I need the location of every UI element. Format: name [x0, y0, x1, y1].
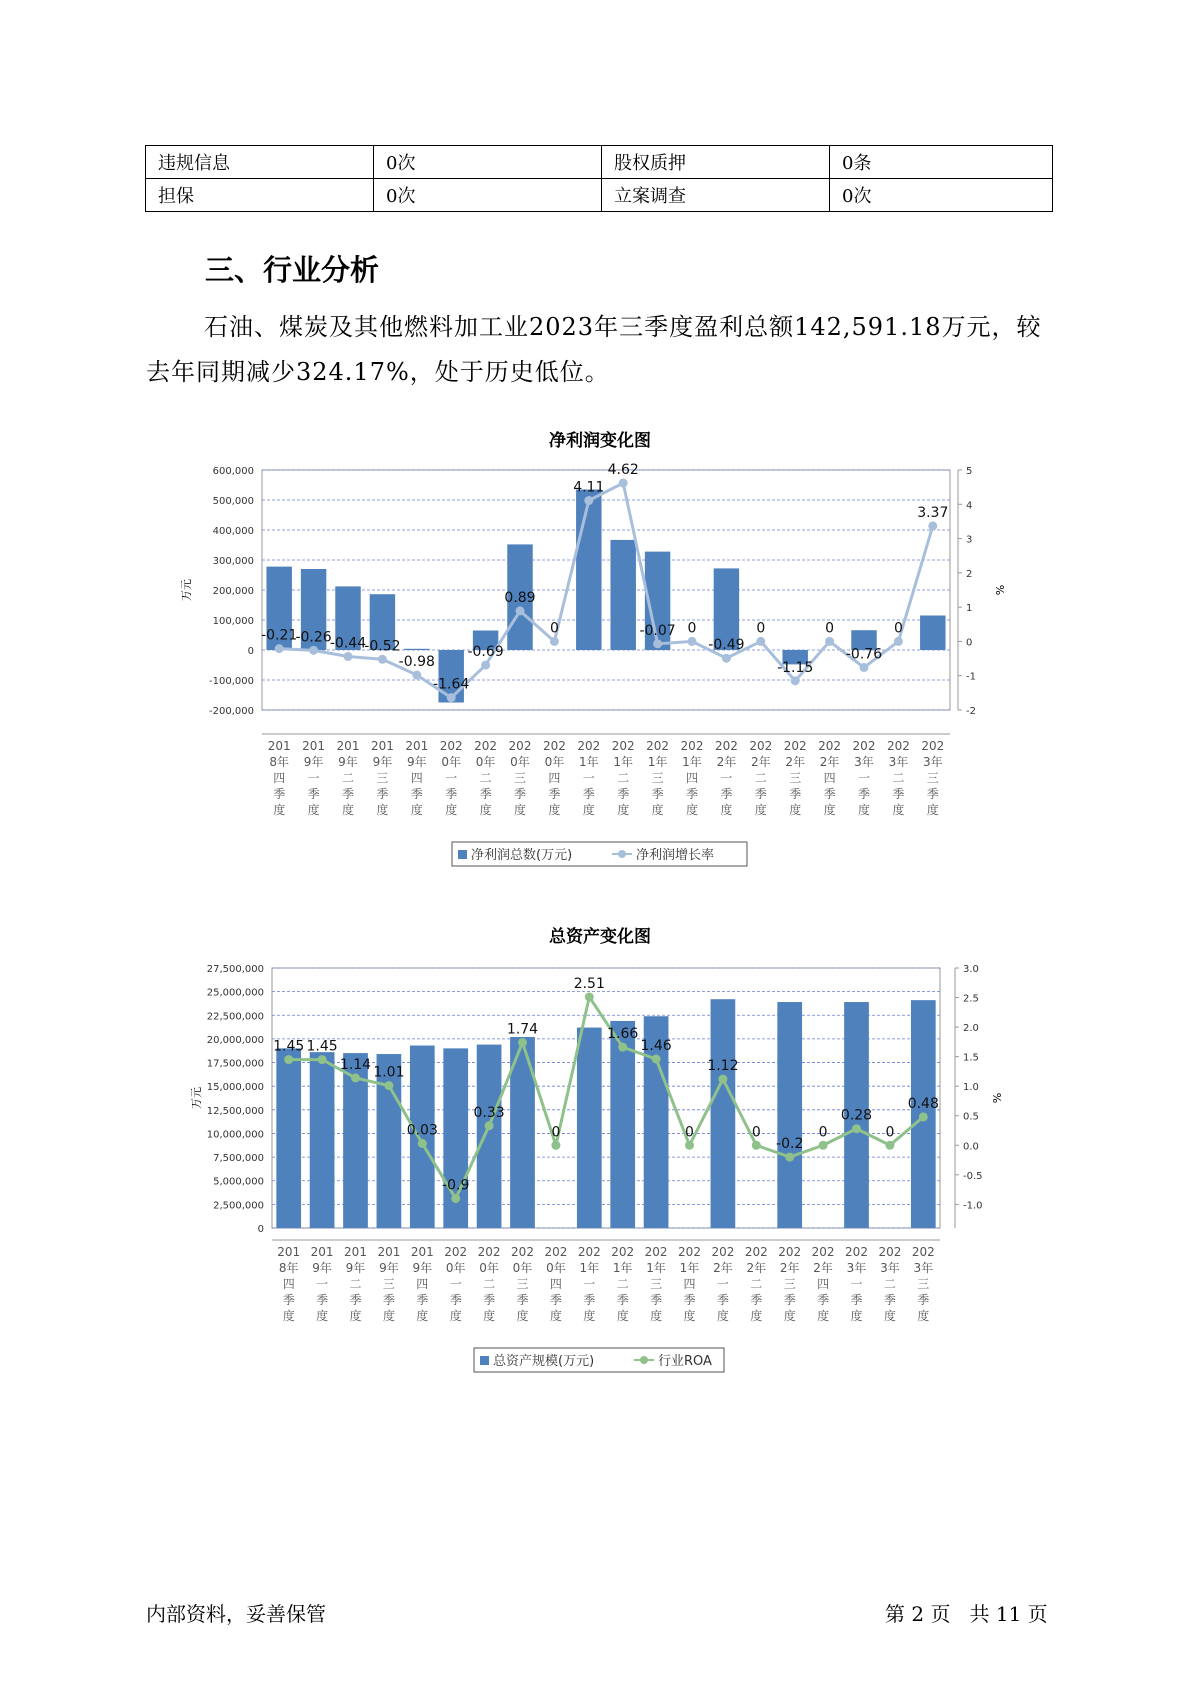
- line-point: [919, 1112, 928, 1121]
- line-point: [791, 676, 800, 685]
- line-point: [275, 644, 284, 653]
- data-label: 1.46: [640, 1038, 672, 1054]
- y-axis-label: 万元: [190, 1087, 203, 1109]
- bar: [404, 649, 429, 650]
- y2-tick-label: 1.5: [963, 1052, 979, 1064]
- x-tick-label: 201 8年四季度: [277, 1245, 301, 1323]
- y2-tick-label: -1: [966, 671, 976, 683]
- y-tick-label: 7,500,000: [213, 1153, 264, 1165]
- y2-axis-label: %: [990, 1092, 1003, 1104]
- data-label: 1.45: [273, 1038, 305, 1055]
- x-tick-label: 202 2年四季度: [811, 1245, 835, 1323]
- y2-tick-label: 5: [966, 466, 973, 477]
- line-point: [825, 637, 834, 646]
- bar: [477, 1045, 502, 1228]
- y2-tick-label: -1.0: [963, 1200, 983, 1212]
- line-point: [447, 693, 456, 702]
- line-point: [688, 637, 697, 646]
- x-tick-label: 202 2年三季度: [783, 739, 807, 817]
- y-tick-label: 0: [257, 1224, 264, 1235]
- x-tick-label: 201 9年二季度: [336, 739, 360, 817]
- data-label: -1.64: [433, 676, 470, 693]
- line-point: [451, 1194, 460, 1203]
- line-point: [685, 1141, 694, 1150]
- plot-frame: [272, 968, 940, 1228]
- x-tick-label: 202 2年三季度: [778, 1245, 802, 1323]
- y2-tick-label: 2.5: [963, 993, 979, 1005]
- line-point: [618, 1043, 627, 1052]
- data-label: 0.28: [840, 1107, 873, 1124]
- table-row: [146, 146, 1053, 179]
- x-tick-label: 201 9年一季度: [302, 739, 326, 817]
- line-point: [378, 655, 387, 664]
- data-label: 4.11: [573, 479, 605, 496]
- x-tick-label: 202 2年一季度: [714, 739, 738, 817]
- line-point: [412, 671, 421, 680]
- data-label: -0.26: [295, 629, 332, 646]
- x-tick-label: 202 1年三季度: [644, 1245, 668, 1323]
- x-tick-label: 202 0年一季度: [439, 739, 463, 817]
- y-tick-label: 12,500,000: [206, 1105, 264, 1117]
- table-cell: 0次: [374, 146, 602, 179]
- data-label: 0: [687, 620, 697, 637]
- bar: [711, 999, 736, 1228]
- line-point: [344, 652, 353, 661]
- y-tick-label: 20,000,000: [206, 1034, 264, 1046]
- y2-tick-label: 3.0: [963, 964, 979, 975]
- line-point: [785, 1153, 794, 1162]
- data-label: 1.12: [707, 1058, 739, 1075]
- x-tick-label: 202 0年四季度: [542, 739, 566, 817]
- data-label: -0.2: [776, 1136, 804, 1153]
- plot-frame: [262, 470, 950, 710]
- y2-tick-label: 0.0: [963, 1141, 979, 1153]
- y-tick-label: 5,000,000: [213, 1176, 264, 1188]
- x-tick-label: 202 2年二季度: [749, 739, 773, 817]
- line-point: [652, 1055, 661, 1064]
- data-label: -0.07: [639, 622, 676, 639]
- x-tick-label: 202 0年三季度: [508, 739, 532, 817]
- legend-label: 总资产规模(万元): [493, 1354, 595, 1369]
- y-tick-label: 300,000: [212, 556, 254, 567]
- table-cell: 0次: [374, 179, 602, 212]
- y-tick-label: 17,500,000: [206, 1058, 264, 1070]
- x-tick-label: 202 2年一季度: [711, 1245, 735, 1323]
- bar: [610, 540, 635, 650]
- y2-tick-label: 1.0: [963, 1082, 979, 1094]
- line-point: [284, 1055, 293, 1064]
- y-tick-label: 15,000,000: [206, 1082, 264, 1094]
- data-label: 0: [885, 1124, 895, 1141]
- risk-info-table: [145, 145, 1053, 212]
- analysis-paragraph: 石油、煤炭及其他燃料加工业2023年三季度盈利总额142,591.18万元，较去年同期减少324.17%，处于历史低位。: [146, 313, 1042, 386]
- y-tick-label: 500,000: [212, 496, 254, 507]
- y2-tick-label: 3: [966, 534, 973, 546]
- x-tick-label: 202 1年四季度: [680, 739, 704, 817]
- y-tick-label: 2,500,000: [213, 1200, 264, 1212]
- x-tick-label: 202 3年二季度: [886, 739, 910, 817]
- section-title: 三、行业分析: [205, 253, 380, 287]
- data-label: -0.44: [329, 635, 367, 652]
- y-tick-label: 27,500,000: [206, 964, 264, 975]
- data-label: 1.01: [373, 1064, 405, 1081]
- line-point: [894, 637, 903, 646]
- data-label: 0: [549, 620, 559, 637]
- bar: [610, 1021, 635, 1228]
- x-tick-label: 202 0年一季度: [444, 1245, 468, 1323]
- y2-tick-label: 0: [966, 637, 973, 649]
- data-label: 1.14: [339, 1056, 372, 1073]
- table-cell: 股权质押: [602, 146, 830, 179]
- line-point: [550, 637, 559, 646]
- data-label: -0.98: [398, 654, 435, 671]
- line-point: [384, 1081, 393, 1090]
- legend-label: 净利润总数(万元): [471, 848, 573, 863]
- line-point: [819, 1141, 828, 1150]
- x-tick-label: 202 0年二季度: [477, 1245, 501, 1323]
- data-label: -0.21: [261, 627, 298, 644]
- x-tick-label: 202 1年二季度: [611, 739, 635, 817]
- x-tick-label: 202 1年一季度: [577, 739, 601, 817]
- y-tick-label: 100,000: [212, 616, 254, 627]
- line-point: [318, 1055, 327, 1064]
- line-point: [309, 646, 318, 655]
- x-tick-label: 202 1年四季度: [678, 1245, 701, 1323]
- bar: [310, 1052, 335, 1228]
- legend-bar-swatch: [480, 1356, 489, 1365]
- data-label: -0.49: [708, 637, 745, 654]
- legend-line-marker: [640, 1356, 648, 1364]
- data-label: 0: [825, 620, 835, 637]
- x-tick-label: 202 0年三季度: [511, 1245, 534, 1323]
- data-label: -0.76: [845, 646, 883, 663]
- x-tick-label: 201 8年四季度: [267, 739, 291, 817]
- line-point: [351, 1073, 360, 1082]
- x-tick-label: 202 2年四季度: [818, 739, 842, 817]
- y2-tick-label: 2.0: [963, 1023, 979, 1035]
- legend-label: 行业ROA: [658, 1354, 712, 1369]
- bar: [577, 1028, 602, 1228]
- x-tick-label: 201 9年四季度: [405, 739, 429, 817]
- x-tick-label: 202 2年二季度: [744, 1245, 768, 1323]
- table-cell: 0条: [830, 146, 1053, 179]
- total-assets-chart: [0, 918, 1191, 1378]
- table-cell: 0次: [830, 179, 1053, 212]
- line-point: [653, 639, 662, 648]
- data-label: 2.51: [573, 975, 605, 992]
- x-tick-label: 202 1年一季度: [577, 1245, 601, 1323]
- line-point: [584, 496, 593, 505]
- data-label: 4.62: [607, 462, 639, 479]
- y2-tick-label: 2: [966, 568, 973, 580]
- line-point: [516, 606, 525, 615]
- line-point: [885, 1141, 894, 1150]
- line-point: [481, 661, 490, 670]
- x-tick-label: 202 3年一季度: [845, 1245, 868, 1323]
- x-tick-label: 202 1年二季度: [611, 1245, 635, 1323]
- x-tick-label: 201 9年四季度: [410, 1245, 434, 1323]
- data-label: 1.66: [607, 1026, 639, 1043]
- line-point: [551, 1141, 560, 1150]
- x-tick-label: 202 1年三季度: [646, 739, 670, 817]
- y-tick-label: 400,000: [212, 526, 254, 537]
- y-tick-label: 10,000,000: [206, 1129, 264, 1141]
- data-label: -0.52: [364, 638, 401, 655]
- data-label: 0.03: [406, 1122, 438, 1139]
- table-cell: 担保: [146, 179, 374, 212]
- net-profit-chart: [0, 420, 1191, 880]
- data-label: 0.89: [504, 589, 536, 606]
- y2-tick-label: 1: [966, 603, 973, 615]
- legend-line-marker: [618, 850, 626, 858]
- x-tick-label: 201 9年一季度: [310, 1245, 334, 1323]
- x-tick-label: 202 3年三季度: [911, 1245, 935, 1323]
- bar: [777, 1002, 802, 1228]
- data-label: -1.15: [777, 659, 814, 676]
- data-label: -0.9: [442, 1177, 470, 1194]
- y-tick-label: 0: [247, 646, 254, 657]
- data-label: 0: [751, 1124, 761, 1141]
- y2-tick-label: -0.5: [963, 1170, 983, 1182]
- y2-tick-label: 0.5: [963, 1111, 979, 1123]
- y-tick-label: 22,500,000: [206, 1011, 264, 1023]
- y-tick-label: -100,000: [209, 676, 254, 687]
- y2-axis-label: %: [993, 584, 1006, 596]
- line-point: [860, 663, 869, 672]
- table-cell: 立案调查: [602, 179, 830, 212]
- data-label: 0.33: [473, 1104, 505, 1121]
- line-point: [518, 1038, 527, 1047]
- line-point: [752, 1141, 761, 1150]
- bar: [576, 490, 601, 651]
- line-point: [585, 992, 594, 1001]
- y-axis-label: 万元: [180, 579, 193, 601]
- line-point: [718, 1075, 727, 1084]
- y-tick-label: 25,000,000: [206, 987, 264, 999]
- data-label: 0.48: [907, 1095, 939, 1112]
- x-tick-label: 201 9年二季度: [344, 1245, 367, 1323]
- data-label: 0: [551, 1124, 561, 1141]
- legend-bar-swatch: [458, 850, 467, 859]
- legend-label: 净利润增长率: [636, 848, 715, 863]
- y-tick-label: 200,000: [212, 586, 254, 597]
- bar: [920, 616, 945, 651]
- x-tick-label: 201 9年三季度: [370, 739, 394, 817]
- table-cell: 违规信息: [146, 146, 374, 179]
- line-point: [756, 637, 765, 646]
- data-label: 0: [685, 1124, 694, 1141]
- line-point: [722, 654, 731, 663]
- data-label: -0.69: [467, 644, 504, 661]
- x-tick-label: 202 3年三季度: [921, 739, 945, 817]
- y2-tick-label: 4: [966, 500, 973, 512]
- bar: [276, 1048, 301, 1228]
- data-label: 0: [893, 620, 903, 637]
- y-tick-label: 600,000: [212, 466, 254, 477]
- y2-tick-label: -2: [966, 706, 976, 717]
- data-label: 1.45: [306, 1038, 338, 1055]
- line-point: [619, 479, 628, 488]
- table-row: [146, 179, 1053, 212]
- footer-page-number: 第 2 页 共 11 页: [885, 1602, 1048, 1626]
- data-label: 0: [756, 620, 766, 637]
- x-tick-label: 202 0年二季度: [474, 739, 498, 817]
- x-tick-label: 202 0年四季度: [544, 1245, 568, 1323]
- footer-confidential: 内部资料，妥善保管: [146, 1602, 326, 1626]
- line-point: [418, 1139, 427, 1148]
- y-tick-label: -200,000: [209, 706, 254, 717]
- data-label: 3.37: [917, 504, 949, 521]
- data-label: 0: [818, 1124, 828, 1141]
- line-point: [852, 1124, 861, 1133]
- x-tick-label: 201 9年三季度: [377, 1245, 401, 1323]
- chart-title: 净利润变化图: [549, 431, 651, 451]
- data-label: 1.74: [506, 1021, 539, 1038]
- line-point: [928, 521, 937, 530]
- x-tick-label: 202 3年一季度: [852, 739, 876, 817]
- line-point: [485, 1121, 494, 1130]
- x-tick-label: 202 3年二季度: [878, 1245, 902, 1323]
- chart-title: 总资产变化图: [549, 927, 651, 947]
